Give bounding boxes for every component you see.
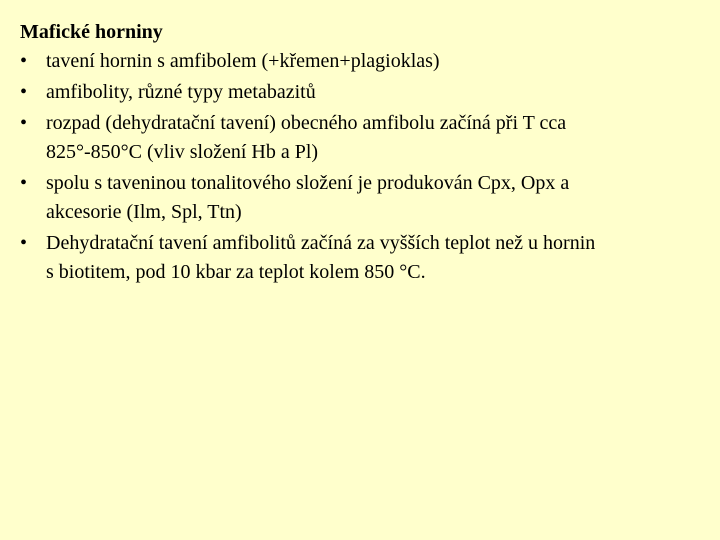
slide-content [20, 17, 712, 289]
bullet-icon: • [20, 232, 28, 254]
bullet-text-line: spolu s taveninou tonalitového složení je produkován Cpx, Opx a [46, 172, 570, 194]
bullet-text-line: 825°-850°C (vliv složení Hb a Pl) [46, 141, 319, 163]
bullet-icon: • [20, 172, 28, 194]
bullet-item [20, 229, 712, 287]
bullet-text-line: tavení hornin s amfibolem (+křemen+plagioklas) [46, 50, 440, 72]
slide-title: Mafické horniny [20, 21, 163, 43]
bullet-list [20, 47, 712, 287]
bullet-item [20, 47, 712, 76]
bullet-text-line: Dehydratační tavení amfibolitů začíná za vyšších teplot než u hornin [46, 232, 596, 254]
bullet-text-line: amfibolity, různé typy metabazitů [46, 81, 316, 103]
bullet-item [20, 169, 712, 227]
bullet-icon: • [20, 112, 28, 134]
bullet-text-line: s biotitem, pod 10 kbar za teplot kolem 850 °C. [46, 261, 426, 283]
bullet-icon: • [20, 81, 28, 103]
bullet-icon: • [20, 50, 28, 72]
bullet-text-line: rozpad (dehydratační tavení) obecného amfibolu začíná při T cca [46, 112, 567, 134]
bullet-item [20, 78, 712, 107]
bullet-text-line: akcesorie (Ilm, Spl, Ttn) [46, 201, 242, 223]
bullet-item [20, 109, 712, 167]
